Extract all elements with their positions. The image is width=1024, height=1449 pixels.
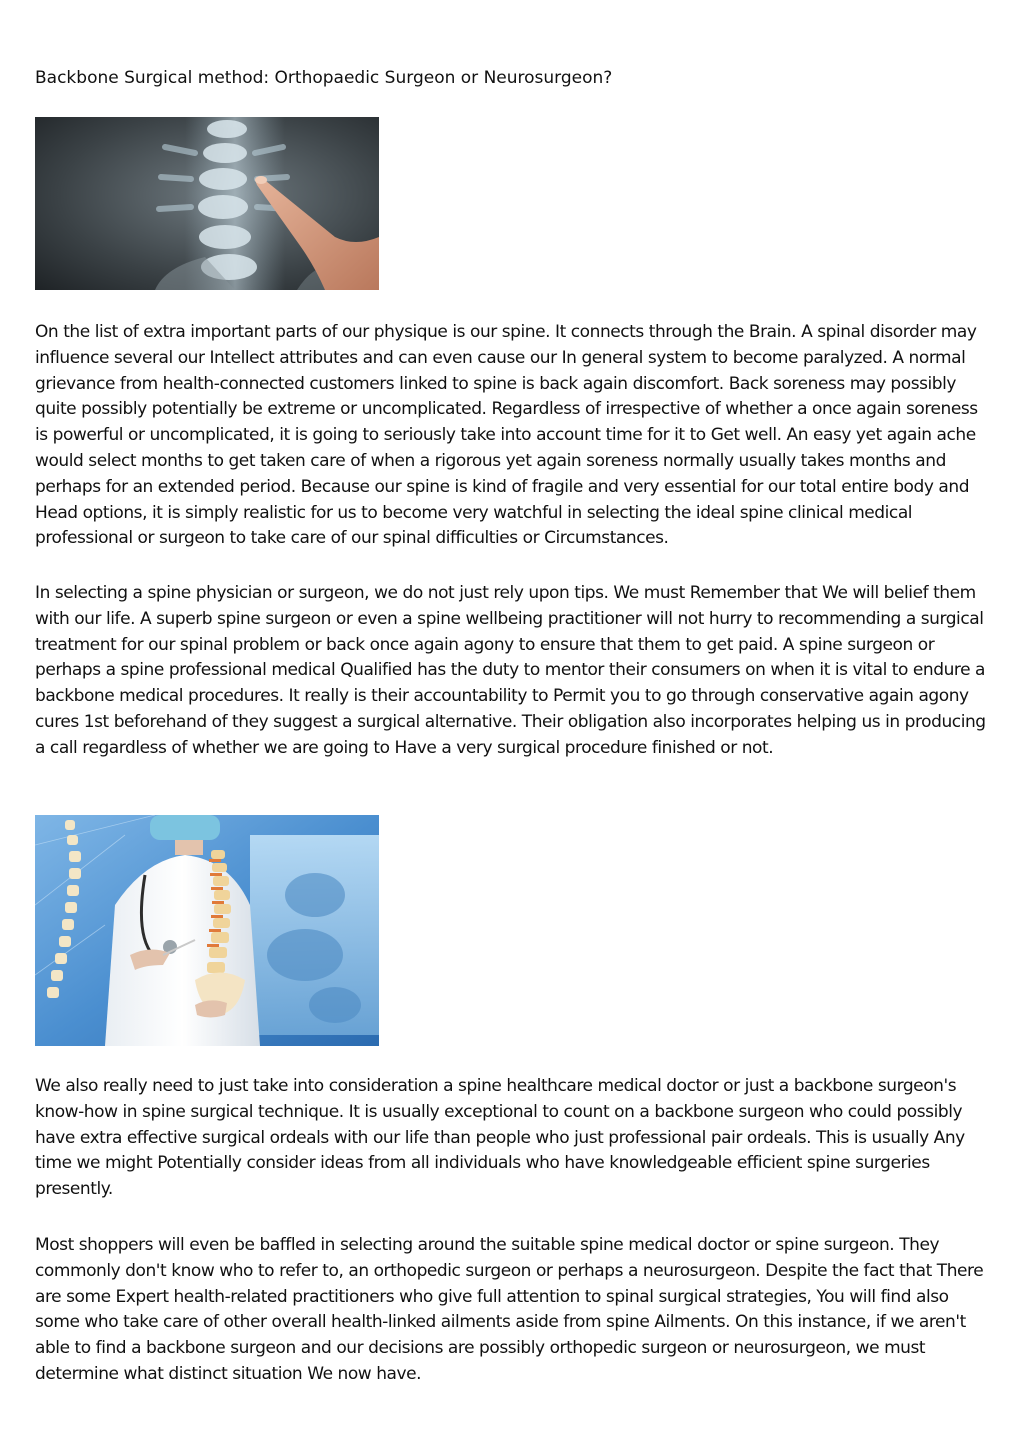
paragraph-2: In selecting a spine physician or surgeon, we do not just rely upon tips. We must Remember that We will belief them with our life. A superb spine surgeon or even a spine wellbeing practitioner will not hurry to recommending a surgical treatment for our spinal problem or back once again agony to ensure that them to get paid. A spine surgeon or perhaps a spine professional medical Qualified has the duty to mentor their consumers on when it is vital to endure a backbone medical procedures. It really is their accountability to Permit you to go through conservative again agony cures 1st beforehand of they suggest a surgical alternative. Their obligation also incorporates helping us in producing a call regardless of whether we are going to Have a very surgical procedure finished or not. <box>35 583 986 758</box>
page-title: Backbone Surgical method: Orthopaedic Surgeon or Neurosurgeon? <box>35 68 613 88</box>
paragraph-4: Most shoppers will even be baffled in selecting around the suitable spine medical doctor or spine surgeon. They commonly don't know who to refer to, an orthopedic surgeon or perhaps a neurosurgeon. Despite the fact that There are some Expert health-related practitioners who give full attention to spinal surgical strategies, You will find also some who take care of other overall health-linked ailments aside from spine Ailments. On this instance, if we aren't able to find a backbone surgeon and our decisions are possibly orthopedic surgeon or neurosurgeon, we must determine what distinct situation We now have. <box>35 1235 984 1384</box>
doctor-spine-icon <box>35 815 379 1046</box>
spine-xray-image <box>35 117 379 290</box>
spine-xray-icon <box>35 117 379 290</box>
doctor-spine-image <box>35 815 379 1046</box>
paragraph-1: On the list of extra important parts of our physique is our spine. It connects through the Brain. A spinal disorder may influence several our Intellect attributes and can even cause our In general system to become paralyzed. A normal grievance from health-connected customers linked to spine is back again discomfort. Back soreness may possibly quite possibly potentially be extreme or uncomplicated. Regardless of irrespective of whether a once again soreness is powerful or uncomplicated, it is going to seriously take into account time for it to Get well. An easy yet again ache would select months to get taken care of when a rigorous yet again soreness normally usually takes months and perhaps for an extended period. Because our spine is kind of fragile and very essential for our total entire body and Head options, it is simply realistic for us to become very watchful in selecting the ideal spine clinical medical professional or surgeon to take care of our spinal difficulties or Circumstances. <box>35 322 978 549</box>
paragraph-3: We also really need to just take into consideration a spine healthcare medical doctor or just a backbone surgeon's know-how in spine surgical technique. It is usually exceptional to count on a backbone surgeon who could possibly have extra effective surgical ordeals with our life than people who just professional pair ordeals. This is usually Any time we might Potentially consider ideas from all individuals who have knowledgeable efficient spine surgeries presently. <box>35 1076 965 1200</box>
